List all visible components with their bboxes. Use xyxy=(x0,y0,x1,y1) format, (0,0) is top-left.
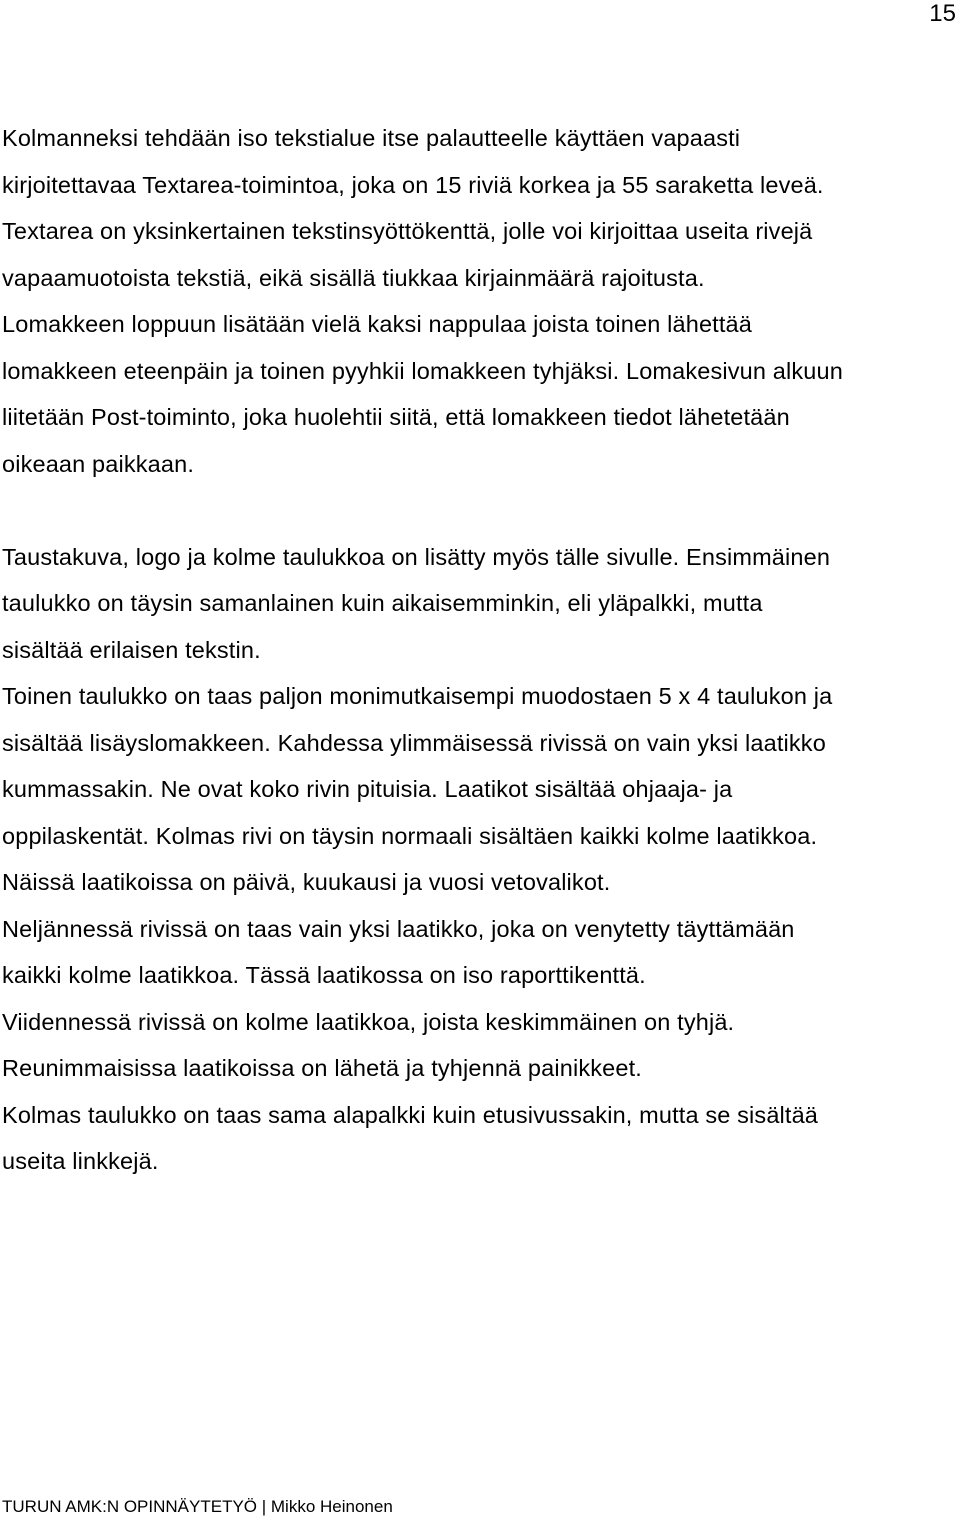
text-line: Textarea on yksinkertainen tekstinsyöttökenttä, jolle voi kirjoittaa useita rivejä xyxy=(2,218,813,244)
text-line: vapaamuotoista tekstiä, eikä sisällä tiukkaa kirjainmäärä rajoitusta. xyxy=(2,264,705,291)
page-number: 15 xyxy=(929,0,956,27)
text-line: Lomakkeen loppuun lisätään vielä kaksi nappulaa joista toinen lähettää xyxy=(2,311,752,337)
text-line: oppilaskentät. Kolmas rivi on täysin normaali sisältäen kaikki kolme laatikkoa. xyxy=(2,822,818,849)
text-line: sisältää lisäyslomakkeen. Kahdessa ylimmäisessä rivissä on vain yksi laatikko xyxy=(2,729,826,756)
text-line: Taustakuva, logo ja kolme taulukkoa on lisätty myös tälle sivulle. Ensimmäinen xyxy=(2,543,831,570)
paragraph-1 xyxy=(2,115,952,487)
paragraph-2 xyxy=(2,534,952,1185)
text-line: kirjoitettavaa Textarea-toimintoa, joka on 15 riviä korkea ja 55 saraketta leveä. xyxy=(2,171,824,198)
text-line: oikeaan paikkaan. xyxy=(2,450,194,477)
text-line: useita linkkejä. xyxy=(2,1148,159,1174)
body-text xyxy=(2,115,952,1185)
text-line: sisältää erilaisen tekstin. xyxy=(2,636,261,663)
text-line: lomakkeen eteenpäin ja toinen pyyhkii lomakkeen tyhjäksi. Lomakesivun alkuun xyxy=(2,357,843,384)
text-line: Viidennessä rivissä on kolme laatikkoa, joista keskimmäinen on tyhjä. xyxy=(2,1008,735,1035)
text-line: Kolmanneksi tehdään iso tekstialue itse palautteelle käyttäen vapaasti xyxy=(2,125,741,151)
text-line: kummassakin. Ne ovat koko rivin pituisia. Laatikot sisältää ohjaaja- ja xyxy=(2,776,733,802)
text-line: Kolmas taulukko on taas sama alapalkki kuin etusivussakin, mutta se sisältää xyxy=(2,1101,819,1128)
text-line: Neljännessä rivissä on taas vain yksi laatikko, joka on venytetty täyttämään xyxy=(2,915,795,942)
text-line: kaikki kolme laatikkoa. Tässä laatikossa on iso raporttikenttä. xyxy=(2,962,646,988)
text-line: Reunimmaisissa laatikoissa on lähetä ja tyhjennä painikkeet. xyxy=(2,1055,642,1081)
text-line: taulukko on täysin samanlainen kuin aikaisemminkin, eli yläpalkki, mutta xyxy=(2,590,763,616)
text-line: Toinen taulukko on taas paljon monimutkaisempi muodostaen 5 x 4 taulukon ja xyxy=(2,683,833,709)
text-line: liitetään Post-toiminto, joka huolehtii siitä, että lomakkeen tiedot lähetetään xyxy=(2,404,790,430)
text-line: Näissä laatikoissa on päivä, kuukausi ja vuosi vetovalikot. xyxy=(2,869,611,895)
page-footer: TURUN AMK:N OPINNÄYTETYÖ | Mikko Heinonen xyxy=(2,1497,393,1516)
